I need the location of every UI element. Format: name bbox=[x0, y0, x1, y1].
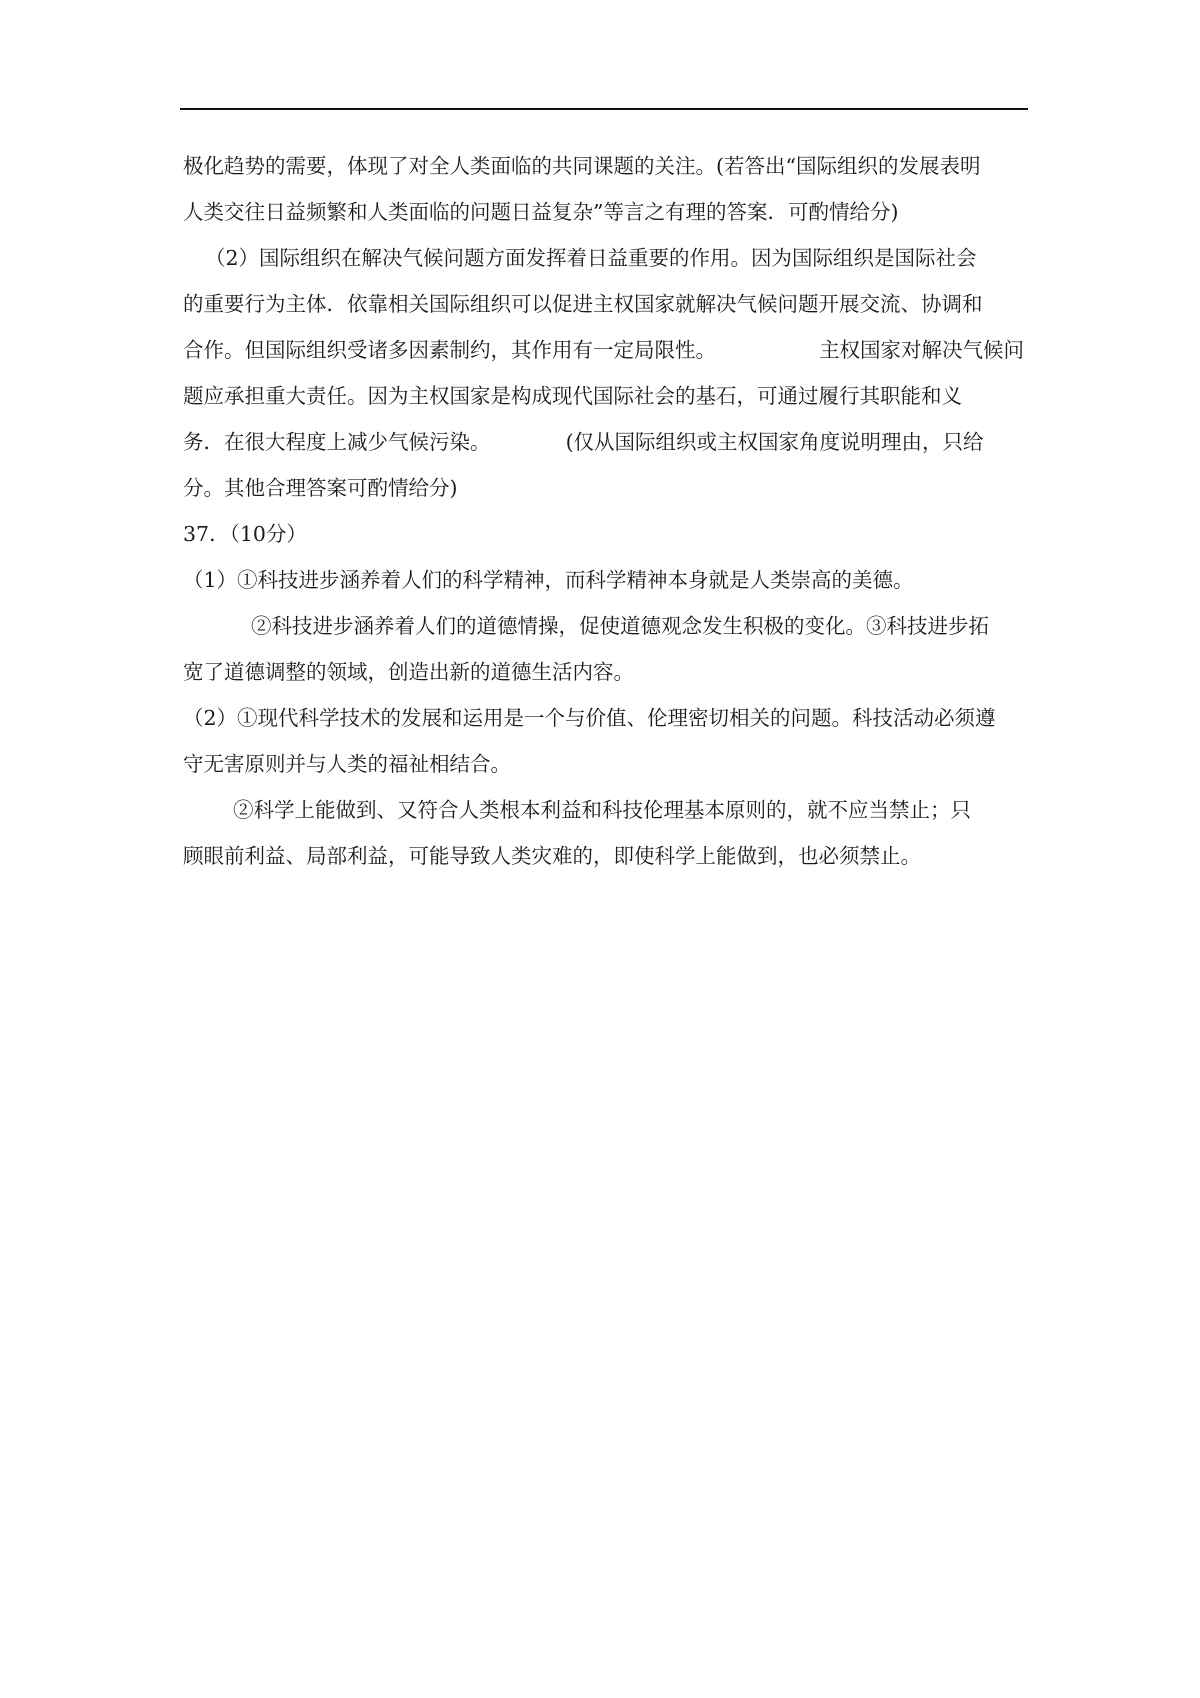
line-text: 37．（10分） bbox=[183, 522, 307, 546]
line-text: 合作。但国际组织受诸多因素制约，其作用有一定局限性。 bbox=[183, 338, 716, 362]
header-rule bbox=[180, 108, 1028, 110]
line-text: 分。其他合理答案可酌情给分) bbox=[183, 476, 458, 500]
line-text: 主权国家对解决气候问 bbox=[819, 338, 1025, 362]
line-text: 宽了道德调整的领域，创造出新的道德生活内容。 bbox=[183, 660, 634, 684]
line-text: ②科学上能做到、又符合人类根本利益和科技伦理基本原则的，就不应当禁止；只 bbox=[233, 798, 971, 822]
line-text: 守无害原则并与人类的福祉相结合。 bbox=[183, 752, 511, 776]
document-body bbox=[183, 143, 1028, 879]
text-line bbox=[183, 143, 1028, 189]
line-text: 的重要行为主体．依靠相关国际组织可以促进主权国家就解决气候问题开展交流、协调和 bbox=[183, 292, 983, 316]
text-line bbox=[183, 695, 1028, 741]
line-text: （2）①现代科学技术的发展和运用是一个与价值、伦理密切相关的问题。科技活动必须遵 bbox=[183, 706, 996, 730]
line-text: 务．在很大程度上减少气候污染。 bbox=[183, 430, 491, 454]
text-line bbox=[183, 465, 1028, 511]
line-text: (仅从国际组织或主权国家角度说明理由，只给 bbox=[565, 430, 984, 454]
text-line bbox=[183, 603, 1028, 649]
text-line bbox=[183, 373, 1028, 419]
line-text: 顾眼前利益、局部利益，可能导致人类灾难的，即使科学上能做到，也必须禁止。 bbox=[183, 844, 921, 868]
text-line bbox=[183, 327, 1028, 373]
text-line bbox=[183, 787, 1028, 833]
text-line bbox=[183, 741, 1028, 787]
text-line bbox=[183, 281, 1028, 327]
line-text: ②科技进步涵养着人们的道德情操，促使道德观念发生积极的变化。③科技进步拓 bbox=[251, 614, 989, 638]
line-text: 人类交往日益频繁和人类面临的问题日益复杂”等言之有理的答案．可酌情给分) bbox=[183, 200, 899, 224]
text-line bbox=[183, 189, 1028, 235]
text-line bbox=[183, 235, 1028, 281]
text-line bbox=[183, 649, 1028, 695]
question-number bbox=[183, 511, 1028, 557]
text-line bbox=[183, 419, 1028, 465]
line-text: 极化趋势的需要，体现了对全人类面临的共同课题的关注。(若答出“国际组织的发展表明 bbox=[183, 154, 981, 178]
line-text: 题应承担重大责任。因为主权国家是构成现代国际社会的基石，可通过履行其职能和义 bbox=[183, 384, 962, 408]
text-line bbox=[183, 833, 1028, 879]
text-line bbox=[183, 557, 1028, 603]
line-text: （2）国际组织在解决气候问题方面发挥着日益重要的作用。因为国际组织是国际社会 bbox=[205, 246, 977, 270]
line-text: （1）①科技进步涵养着人们的科学精神，而科学精神本身就是人类崇高的美德。 bbox=[183, 568, 914, 592]
